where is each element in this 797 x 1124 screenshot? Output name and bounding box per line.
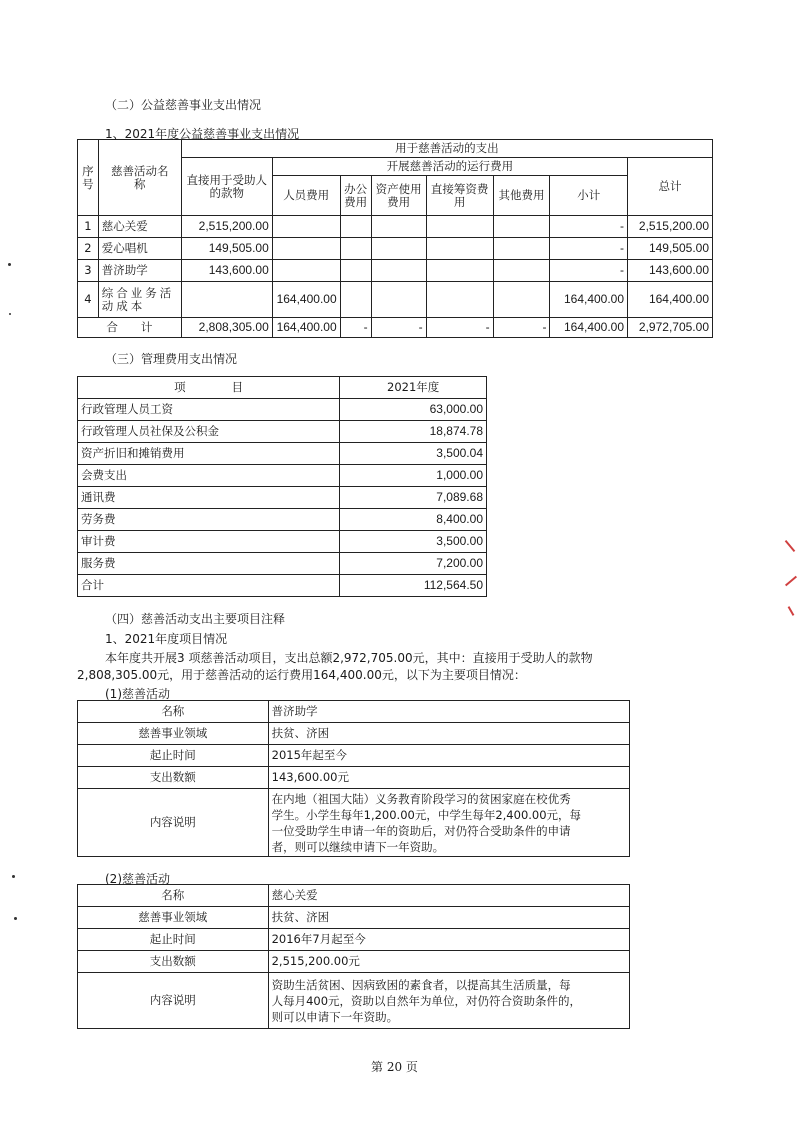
table-row: 内容说明 在内地（祖国大陆）义务教育阶段学习的贫困家庭在校优秀 学生。小学生每年1,200.00元，中学生每年2,400.00元，每 一位受助学生申请一年的资助后，对仍符合受助条件的申请 者，则可以继续申请下一年资助。 xyxy=(78,789,630,857)
header-operating-costs: 开展慈善活动的运行费用 xyxy=(272,158,627,176)
table-row: 支出数额 2,515,200.00元 xyxy=(78,951,630,973)
header-other: 其他费用 xyxy=(493,176,550,216)
table-row: 内容说明 资助生活贫困、因病致困的素食者，以提高其生活质量，每 人每月400元，资助以自然年为单位，对仍符合资助条件的， 则可以申请下一年资助。 xyxy=(78,973,630,1029)
section-heading-3: （三）管理费用支出情况 xyxy=(105,352,238,366)
table-row: 行政管理人员工资 63,000.00 xyxy=(78,399,487,421)
table-row: 资产折旧和摊销费用 3,500.04 xyxy=(78,443,487,465)
table-row: 劳务费 8,400.00 xyxy=(78,509,487,531)
table-row: 行政管理人员社保及公积金 18,874.78 xyxy=(78,421,487,443)
page-number: 第 20 页 xyxy=(371,1060,418,1074)
activity-1-description: 在内地（祖国大陆）义务教育阶段学习的贫困家庭在校优秀 学生。小学生每年1,200.00元，中学生每年2,400.00元，每 一位受助学生申请一年的资助后，对仍符合受助条件的申请 者，则可以继续申请下一年资助。 xyxy=(268,789,629,857)
activity-1-title: (1)慈善活动 xyxy=(105,687,170,701)
activity-2-table xyxy=(77,884,630,1029)
table-row: 慈善事业领域 扶贫、济困 xyxy=(78,723,630,745)
seal-edge-mark xyxy=(785,576,797,587)
charity-expense-table xyxy=(77,139,713,338)
header-activity-name: 慈善活动名称 xyxy=(98,140,181,216)
table-row: 起止时间 2016年7月起至今 xyxy=(78,929,630,951)
summary-paragraph-line1: 本年度共开展3 项慈善活动项目，支出总额2,972,705.00元，其中：直接用于受助人的款物 xyxy=(105,651,593,665)
table-row: 通讯费 7,089.68 xyxy=(78,487,487,509)
table-row: 2 爱心唱机 149,505.00 - 149,505.00 xyxy=(78,238,713,260)
seal-edge-mark xyxy=(785,540,796,552)
table-row: 审计费 3,500.00 xyxy=(78,531,487,553)
section-heading-2: （二）公益慈善事业支出情况 xyxy=(105,98,262,112)
section-subheading-4-1: 1、2021年度项目情况 xyxy=(105,632,228,646)
seal-edge-mark xyxy=(788,606,795,616)
table-row: 服务费 7,200.00 xyxy=(78,553,487,575)
scan-speck xyxy=(8,263,11,266)
table-row: 1 慈心关爱 2,515,200.00 - 2,515,200.00 xyxy=(78,216,713,238)
table-row: 3 普济助学 143,600.00 - 143,600.00 xyxy=(78,260,713,282)
table-total-row: 合 计 2,808,305.00 164,400.00 - - - - 164,400.00 2,972,705.00 xyxy=(78,318,713,338)
header-year: 2021年度 xyxy=(340,377,487,399)
table-row: 支出数额 143,600.00元 xyxy=(78,767,630,789)
header-item: 项 目 xyxy=(78,377,340,399)
scan-speck xyxy=(14,917,17,920)
table-row: 会费支出 1,000.00 xyxy=(78,465,487,487)
section-heading-4: （四）慈善活动支出主要项目注释 xyxy=(105,612,286,626)
header-total: 总计 xyxy=(628,158,713,216)
table-row: 4 综合业务活动成本 164,400.00 164,400.00 164,400.00 xyxy=(78,282,713,318)
section-subheading-2-1: 1、2021年度公益慈善事业支出情况 xyxy=(105,127,300,141)
scan-speck xyxy=(9,313,11,315)
summary-paragraph-line2: 2,808,305.00元，用于慈善活动的运行费用164,400.00元，以下为主要项目情况： xyxy=(77,668,526,682)
table-row: 起止时间 2015年起至今 xyxy=(78,745,630,767)
header-fundraising: 直接筹资费用 xyxy=(426,176,493,216)
activity-2-title: (2)慈善活动 xyxy=(105,872,170,886)
header-direct: 直接用于受助人的款物 xyxy=(181,158,272,216)
table-row: 慈善事业领域 扶贫、济困 xyxy=(78,907,630,929)
header-staff: 人员费用 xyxy=(272,176,340,216)
activity-1-table xyxy=(77,700,630,857)
header-charity-spending: 用于慈善活动的支出 xyxy=(181,140,712,158)
table-row: 名称 慈心关爱 xyxy=(78,885,630,907)
header-subtotal: 小计 xyxy=(550,176,628,216)
table-total-row: 合计 112,564.50 xyxy=(78,575,487,597)
table-row: 名称 普济助学 xyxy=(78,701,630,723)
scan-speck xyxy=(12,875,15,878)
management-expense-table xyxy=(77,376,487,597)
header-office: 办公费用 xyxy=(340,176,371,216)
header-asset: 资产使用费用 xyxy=(371,176,426,216)
activity-2-description: 资助生活贫困、因病致困的素食者，以提高其生活质量，每 人每月400元，资助以自然年为单位，对仍符合资助条件的， 则可以申请下一年资助。 xyxy=(268,973,629,1029)
header-no: 序号 xyxy=(78,140,99,216)
